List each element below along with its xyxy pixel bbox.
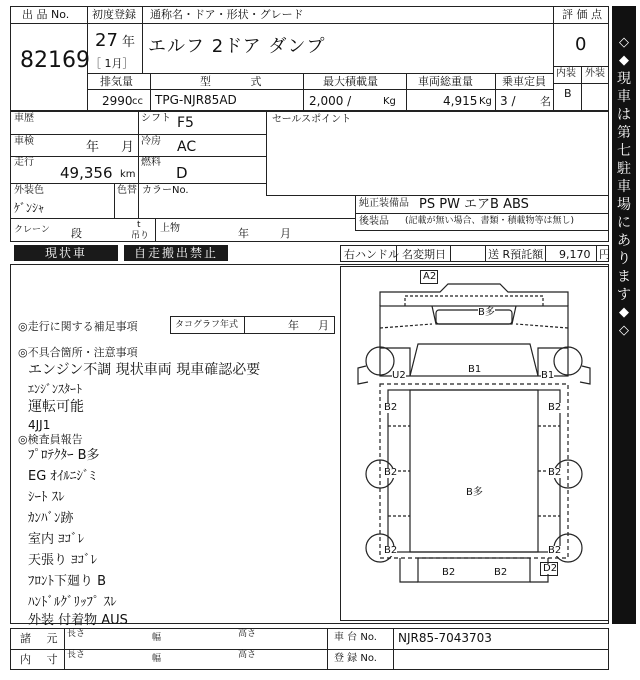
interior-score: B (564, 87, 572, 100)
score-label: 評 価 点 (562, 8, 602, 21)
history-label: 車歴 (14, 113, 34, 124)
inspection-label: 車検 (14, 136, 34, 147)
inspector-line-3: ｼｰﾄ ｽﾚ (28, 490, 65, 505)
max-load-value: 2,000 / (309, 94, 352, 108)
mileage-value: 49,356 (60, 164, 113, 182)
damage-a2: A2 (423, 271, 437, 282)
exterior-label: 外装 (585, 68, 605, 79)
max-load-label: 最大積載量 (323, 75, 378, 88)
name-change-box (450, 245, 486, 262)
interior-height-label: 高さ (238, 650, 257, 660)
damage-b1-right: B1 (541, 370, 555, 381)
inspector-line-8: ﾊﾝﾄﾞﾙｸﾞﾘｯﾌﾟ ｽﾚ (28, 595, 117, 610)
truck-diagram (340, 266, 609, 621)
interior-length-label: 長さ (67, 650, 86, 660)
damage-b2-right-3: B2 (548, 545, 562, 556)
mileage-label: 走行 (14, 157, 34, 168)
defect-line-4: 4JJ1 (28, 418, 51, 432)
capacity-label: 乗車定員 (502, 75, 546, 88)
defect-line-2: ｴﾝｼﾞﾝｽﾀｰﾄ (28, 382, 83, 396)
running-label: ◎走行に関する補足事項 (18, 320, 138, 333)
inspector-line-1: ﾌﾟﾛﾃｸﾀｰ B多 (28, 448, 100, 463)
interior-label: 内装 (556, 68, 576, 79)
color-code-label: 色替 (117, 185, 137, 196)
crane-ton: t (137, 220, 141, 230)
model-code: TPG-NJR85AD (155, 93, 237, 107)
damage-b2-left-3: B2 (384, 545, 398, 556)
lot-no: 82169 (20, 48, 90, 73)
tacho-label: タコグラフ年式 (175, 320, 239, 330)
shift-value: F5 (177, 115, 194, 131)
defect-line-1: エンジン不調 現状車両 現車確認必要 (28, 362, 261, 378)
capacity-value: 3 / (500, 94, 516, 108)
recycle-unit: 円 (599, 248, 610, 261)
sales-point-label: セールスポイント (272, 114, 352, 125)
score-value: 0 (575, 34, 587, 55)
reg-month: ［ 1月］ (90, 57, 134, 70)
inspector-line-4: ｶﾝﾊﾞﾝ跡 (28, 511, 74, 526)
upper-year: 年 (238, 227, 249, 240)
equipment-label: 純正装備品 (359, 198, 409, 209)
steering: 右ハンドル (344, 248, 399, 261)
max-load-unit: Kg (383, 96, 396, 107)
damage-b1-center: B1 (468, 364, 482, 375)
model-name: エルフ 2ドア ダンプ (148, 36, 326, 57)
current-car-badge: 現状車 (14, 245, 118, 261)
damage-b-many-bed: B多 (466, 487, 483, 498)
ac-label: 冷房 (141, 136, 161, 147)
inspector-line-5: 室内 ﾖｺﾞﾚ (28, 532, 85, 547)
capacity-unit: 名 (540, 95, 551, 108)
upper-label: 上物 (160, 223, 180, 234)
chassis-label: 車 台 No. (334, 632, 377, 643)
fuel-label: 燃料 (141, 157, 161, 168)
inspector-line-9: 外装 付着物 AUS (28, 613, 128, 628)
damage-b2-bottom-right: B2 (494, 567, 508, 578)
color-value: ｹﾞﾝｼｬ (14, 201, 45, 215)
inspection-month: 月 (121, 140, 135, 155)
width-label: 幅 (152, 633, 162, 643)
damage-b2-left-1: B2 (384, 402, 398, 413)
upper-month: 月 (280, 227, 291, 240)
fuel-value: D (176, 164, 188, 182)
aftermarket-note: (記載が無い場合、書類・積載物等は無し) (405, 216, 575, 226)
ac-value: AC (177, 139, 197, 155)
crane-hoist: 吊り (131, 231, 150, 241)
gross-weight-value: 4,915 (443, 94, 478, 108)
color-no-label: カラーNo. (142, 185, 189, 196)
mileage-unit: km (120, 169, 136, 180)
damage-b-many-top: B多 (478, 307, 495, 318)
recycle-label: 送 R預託額 (488, 248, 544, 261)
interior-width-label: 幅 (152, 654, 162, 664)
model-code-label: 型 式 (200, 75, 280, 88)
reg-year: 27 (95, 30, 118, 51)
registration-label: 登 録 No. (334, 653, 377, 664)
name-change-label: 名変期日 (402, 248, 446, 261)
side-banner-text: ◇ ◆ 現 車 は 第 七 駐 車 場 に あ り ま す ◆ ◇ (617, 35, 631, 338)
inspector-label: ◎検査員報告 (18, 433, 83, 446)
damage-u2: U2 (392, 370, 406, 381)
damage-b2-bottom-left: B2 (442, 567, 456, 578)
lot-no-label: 出 品 No. (22, 8, 70, 21)
crane-step: 段 (71, 227, 82, 240)
inspector-line-6: 天張り ﾖｺﾞﾚ (28, 553, 98, 568)
defect-line-3: 運転可能 (28, 399, 84, 415)
displacement-value: 2990 (102, 94, 133, 108)
model-name-label: 通称名・ドア・形状・グレード (150, 8, 304, 21)
first-reg-label: 初度登録 (92, 8, 136, 21)
gross-weight-label: 車両総重量 (418, 75, 473, 88)
dims-label: 諸 元 (20, 632, 64, 645)
gross-weight-unit: Kg (479, 96, 492, 107)
damage-d2: D2 (543, 563, 558, 574)
self-drive-prohibited-badge: 自走搬出禁止 (124, 245, 228, 261)
equipment-value: PS PW エアB ABS (419, 197, 529, 212)
inspector-line-7: ﾌﾛﾝﾄ下廻り B (28, 574, 107, 589)
defects-label: ◎不具合箇所・注意事項 (18, 346, 138, 359)
inspection-year: 年 (86, 140, 100, 155)
chassis-no: NJR85-7043703 (398, 631, 492, 645)
damage-b2-left-2: B2 (384, 467, 398, 478)
recycle-amount: 9,170 (559, 248, 591, 261)
length-label: 長さ (67, 629, 86, 639)
shift-label: シフト (141, 113, 171, 124)
tacho-year: 年 (288, 319, 299, 332)
inspector-line-2: EG ｵｲﾙﾆｼﾞﾐ (28, 469, 96, 484)
reg-year-unit: 年 (122, 35, 136, 50)
displacement-unit: cc (132, 96, 143, 107)
damage-b2-right-2: B2 (548, 467, 562, 478)
height-label: 高さ (238, 629, 257, 639)
damage-b2-right-1: B2 (548, 402, 562, 413)
aftermarket-label: 後装品 (359, 216, 389, 227)
tacho-month: 月 (318, 319, 329, 332)
displacement-label: 排気量 (100, 75, 133, 88)
crane-label: クレーン (14, 225, 50, 235)
interior-dims-label: 内 寸 (20, 653, 64, 666)
color-label: 外装色 (14, 185, 44, 196)
